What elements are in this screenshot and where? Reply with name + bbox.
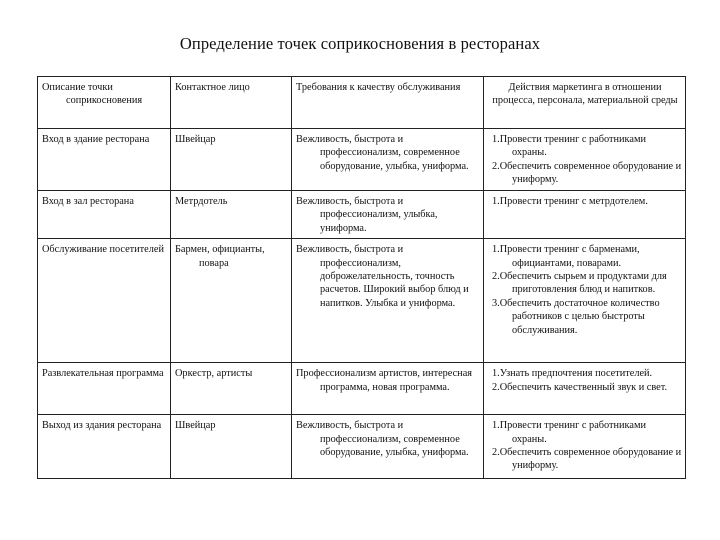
action-item: 1.Провести тренинг с работниками охраны.: [492, 420, 646, 445]
table-row: [38, 191, 686, 239]
cell-requirements: Вежливость, быстрота и профессионализм, современное оборудование, улыбка, униформа.: [292, 415, 484, 479]
cell-touchpoint: Обслуживание посетителей: [38, 239, 171, 363]
cell-touchpoint: Вход в зал ресторана: [38, 191, 171, 239]
cell-actions: [484, 129, 686, 191]
cell-requirements: Вежливость, быстрота и профессионализм, улыбка, униформа.: [292, 191, 484, 239]
table-row: [38, 129, 686, 191]
header-contact: Контактное лицо: [171, 77, 292, 129]
action-item: 2.Обеспечить сырьем и продуктами для приготовления блюд и напитков.: [492, 271, 667, 296]
cell-touchpoint: Вход в здание ресторана: [38, 129, 171, 191]
header-touchpoint: Описание точки соприкосновения: [38, 77, 171, 129]
cell-contact: Швейцар: [171, 415, 292, 479]
table-row: [38, 239, 686, 363]
cell-actions: [484, 239, 686, 363]
header-actions: Действия маркетинга в отношении процесса, персонала, материальной среды: [484, 77, 686, 129]
cell-actions: [484, 363, 686, 415]
action-item: 1.Узнать предпочтения посетителей.: [492, 368, 653, 380]
cell-touchpoint: Выход из здания ресторана: [38, 415, 171, 479]
table-row: [38, 415, 686, 479]
action-item: 2.Обеспечить современное оборудование и униформу.: [492, 447, 682, 472]
cell-contact: Бармен, официанты, повара: [171, 239, 292, 363]
cell-contact: Оркестр, артисты: [171, 363, 292, 415]
action-item: 1.Провести тренинг с метрдотелем.: [492, 196, 648, 207]
header-requirements: Требования к качеству обслуживания: [292, 77, 484, 129]
cell-requirements: Вежливость, быстрота и профессионализм, современное оборудование, улыбка, униформа.: [292, 129, 484, 191]
page-title: Определение точек соприкосновения в ресторанах: [179, 34, 541, 53]
action-item: 1.Провести тренинг с барменами, официантами, поварами.: [492, 244, 640, 269]
cell-actions: [484, 191, 686, 239]
action-item: 2.Обеспечить качественный звук и свет.: [492, 381, 668, 393]
table-row: [38, 363, 686, 415]
cell-contact: Швейцар: [171, 129, 292, 191]
action-item: 1.Провести тренинг с работниками охраны.: [492, 134, 646, 159]
cell-actions: [484, 415, 686, 479]
cell-requirements: Профессионализм артистов, интересная программа, новая программа.: [292, 363, 484, 415]
cell-touchpoint: Развлекательная программа: [38, 363, 171, 415]
table-header-row: [38, 77, 686, 129]
cell-requirements: Вежливость, быстрота и профессионализм, доброжелательность, точность расчетов. Широкий выбор блюд и напитков. Улыбка и униформа.: [292, 239, 484, 363]
touchpoints-table: [37, 76, 686, 479]
action-item: 2.Обеспечить современное оборудование и униформу.: [492, 160, 682, 186]
action-item: 3.Обеспечить достаточное количество работников с целью быстроты обслуживания.: [492, 297, 660, 336]
cell-contact: Метрдотель: [171, 191, 292, 239]
